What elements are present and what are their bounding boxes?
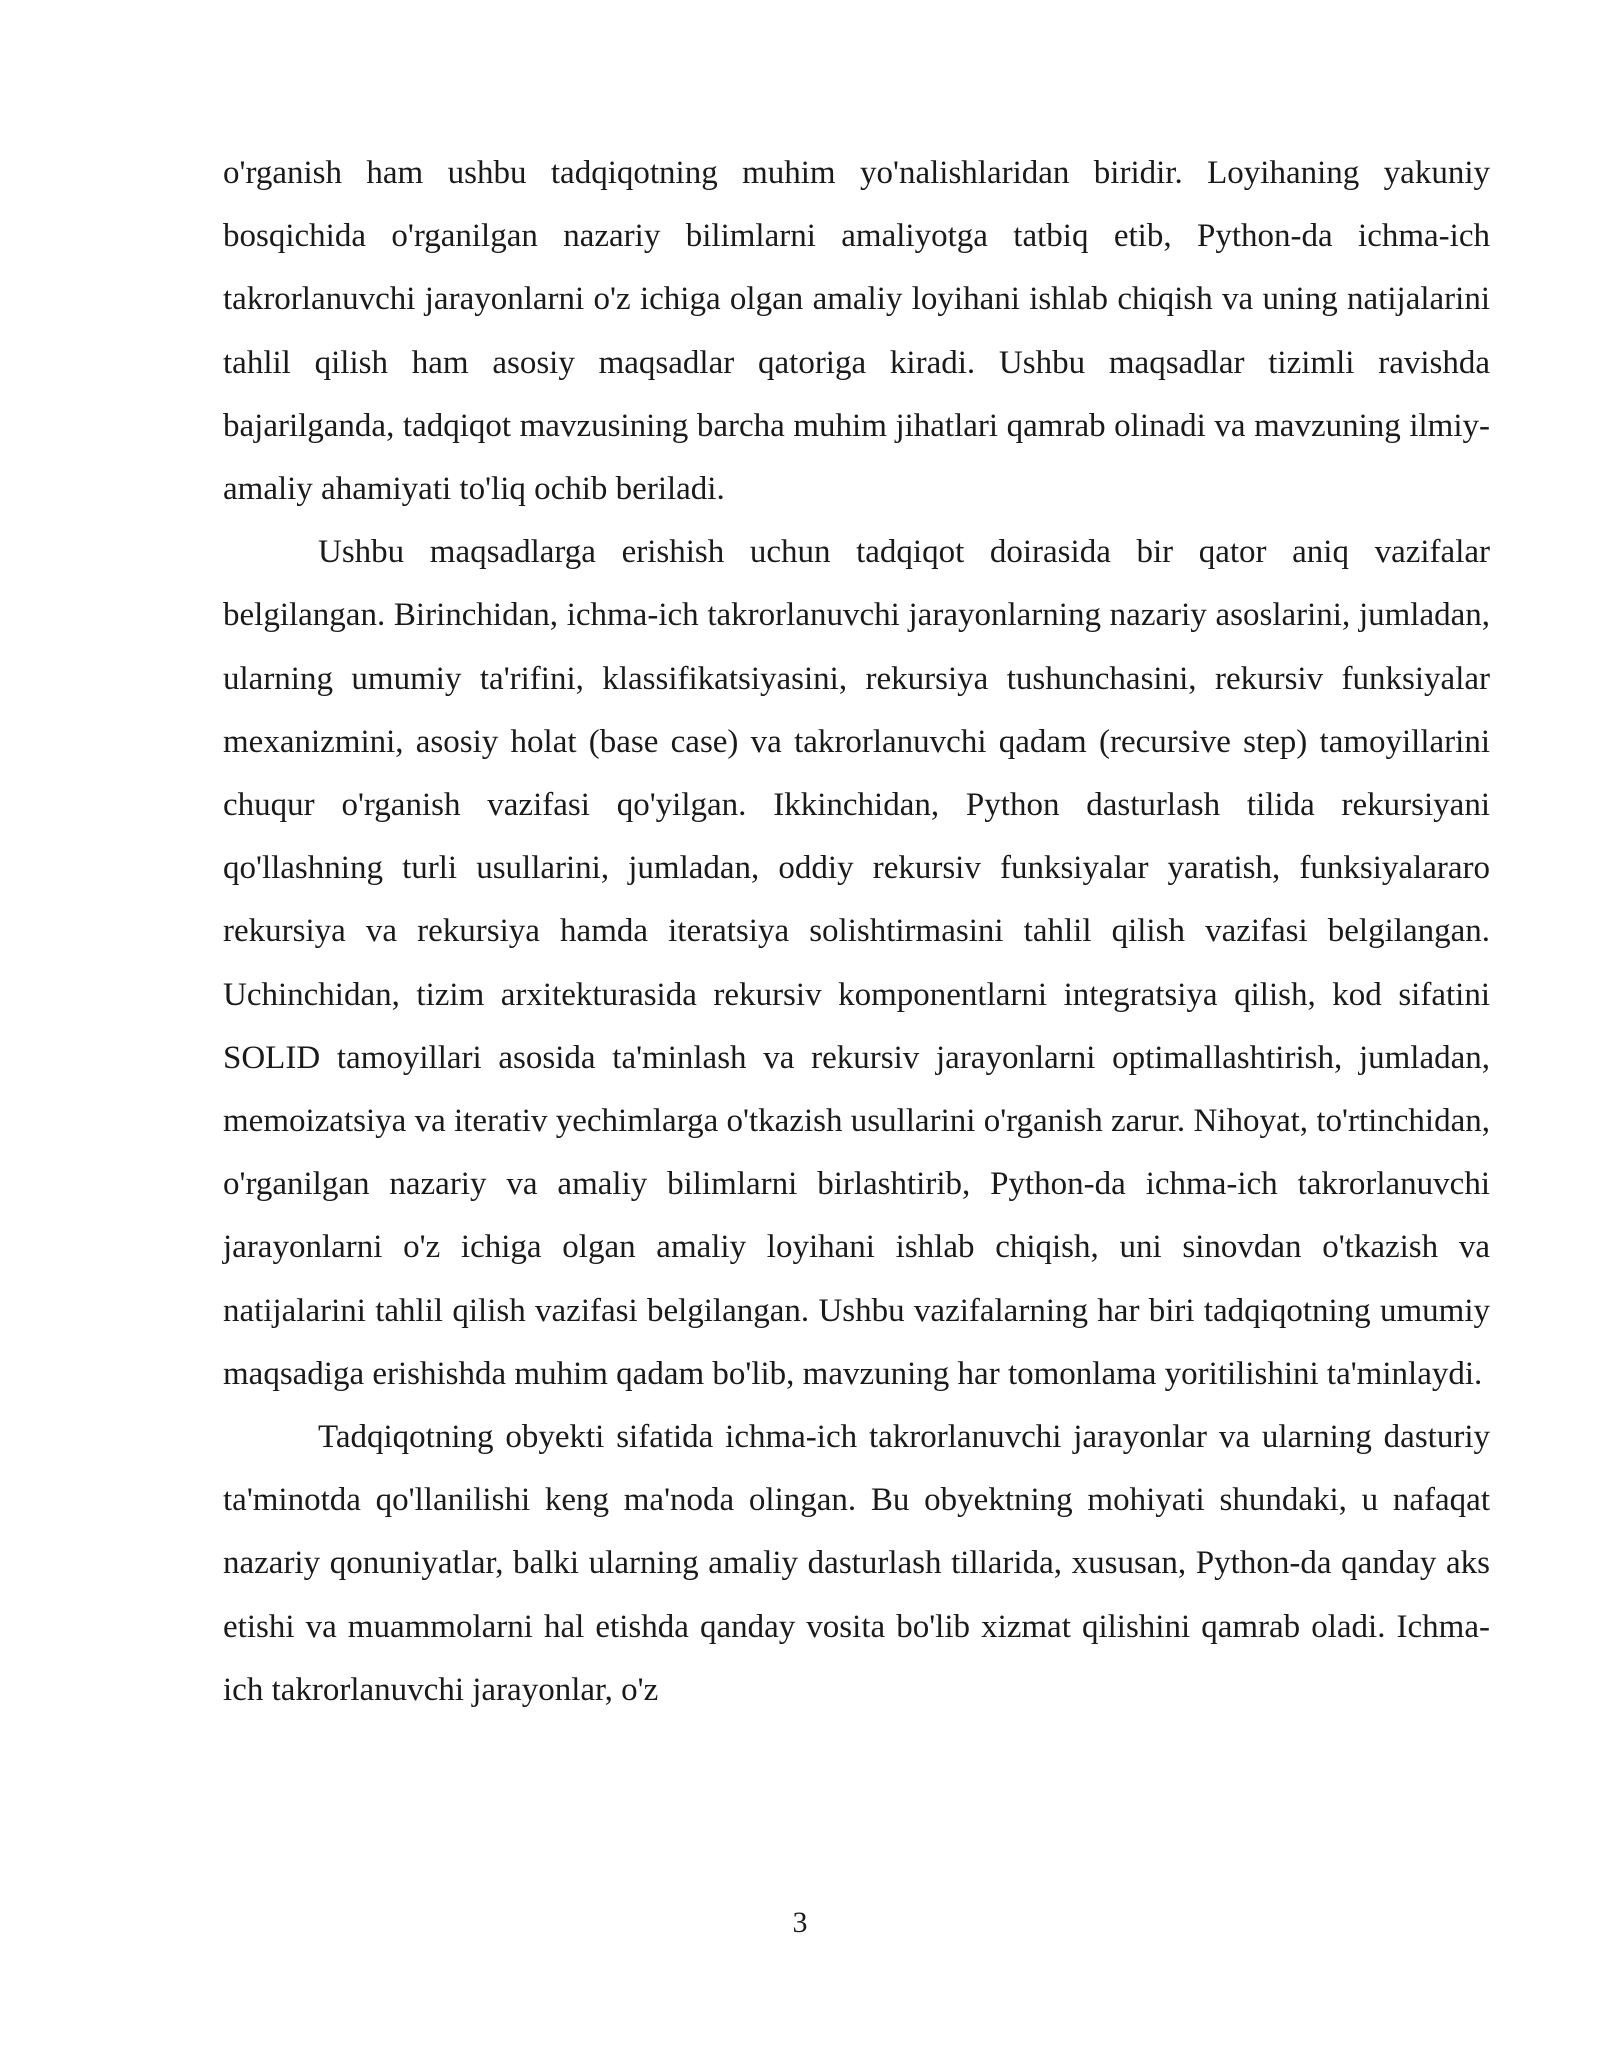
paragraph-research-object: Tadqiqotning obyekti sifatida ichma-ich takrorlanuvchi jarayonlar va ularning dasturiy ta'minotda qo'llanilishi keng ma'noda olingan. Bu obyektning mohiyati shundaki, u nafaqat nazariy qonuniyatlar, balki ularning amaliy dasturlash tillarida, xususan, Python-da qanday aks etishi va muammolarni hal etishda qanday vosita bo'lib xizmat qilishini qamrab oladi. Ichma-ich takrorlanuvchi jarayonlar, o'z: [223, 1419, 1490, 1708]
page-number: 3: [792, 1906, 808, 1939]
paragraph-tasks: Ushbu maqsadlarga erishish uchun tadqiqot doirasida bir qator aniq vazifalar belgilangan. Birinchidan, ichma-ich takrorlanuvchi jarayonlarning nazariy asoslarini, jumladan, ularning umumiy ta'rifini, klassifikatsiyasini, rekursiya tushunchasini, rekursiv funksiyalar mexanizmini, asosiy holat (base case) va takrorlanuvchi qadam (recursive step) tamoyillarini chuqur o'rganish vazifasi qo'yilgan. Ikkinchidan, Python dasturlash tilida rekursiyani qo'llashning turli usullarini, jumladan, oddiy rekursiv funksiyalar yaratish, funksiyalararo rekursiya va rekursiya hamda iteratsiya solishtirmasini tahlil qilish vazifasi belgilangan. Uchinchidan, tizim arxitekturasida rekursiv komponentlarni integratsiya qilish, kod sifatini SOLID tamoyillari asosida ta'minlash va rekursiv jarayonlarni optimallashtirish, jumladan, memoizatsiya va iterativ yechimlarga o'tkazish usullarini o'rganish zarur. Nihoyat, to'rtinchidan, o'rganilgan nazariy va amaliy bilimlarni birlashtirib, Python-da ichma-ich takrorlanuvchi jarayonlarni o'z ichiga olgan amaliy loyihani ishlab chiqish, uni sinovdan o'tkazish va natijalarini tahlil qilish vazifasi belgilangan. Ushbu vazifalarning har biri tadqiqotning umumiy maqsadiga erishishda muhim qadam bo'lib, mavzuning har tomonlama yoritilishini ta'minlaydi.: [223, 534, 1490, 1392]
body-text: [223, 142, 1490, 1722]
paragraph-continued: o'rganish ham ushbu tadqiqotning muhim yo'nalishlaridan biridir. Loyihaning yakuniy bosqichida o'rganilgan nazariy bilimlarni amaliyotga tatbiq etib, Python-da ichma-ich takrorlanuvchi jarayonlarni o'z ichiga olgan amaliy loyihani ishlab chiqish va uning natijalarini tahlil qilish ham asosiy maqsadlar qatoriga kiradi. Ushbu maqsadlar tizimli ravishda bajarilganda, tadqiqot mavzusining barcha muhim jihatlari qamrab olinadi va mavzuning ilmiy-amaliy ahamiyati to'liq ochib beriladi.: [223, 155, 1490, 508]
